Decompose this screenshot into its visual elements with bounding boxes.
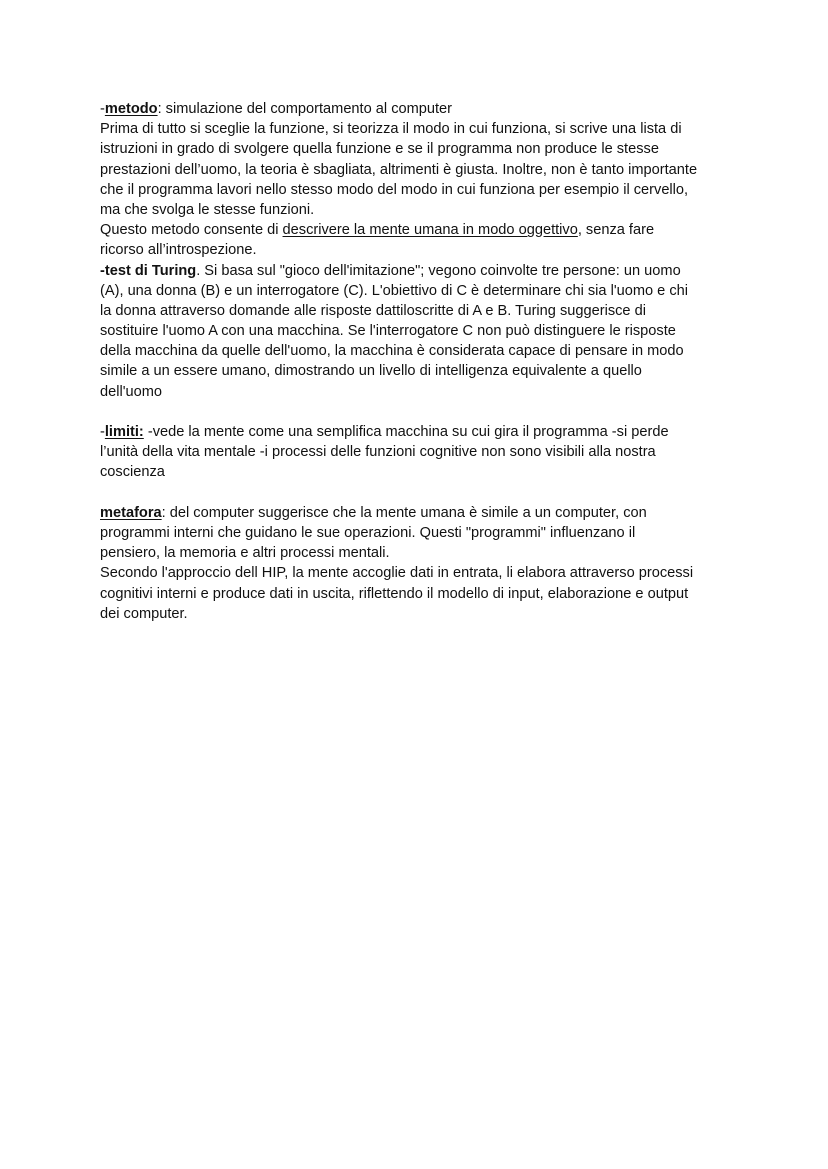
- paragraph-spacer: [100, 483, 740, 503]
- turing-heading: [100, 261, 740, 281]
- turing-line: dell'uomo: [100, 383, 163, 400]
- metodo-heading-text: : simulazione del comportamento al computer: [157, 101, 453, 117]
- limiti-first-text: -vede la mente come una semplifica macchina su cui gira il programma -si perde: [143, 424, 669, 440]
- metodo-line: istruzioni in grado di svolgere quella funzione e se il programma non produce le stesse: [100, 141, 659, 158]
- metafora-line: Secondo l'approccio dell HIP, la mente accoglie dati in entrata, li elabora attraverso processi: [100, 565, 694, 582]
- metodo-line: prestazioni dell’uomo, la teoria è sbagliata, altrimenti è giusta. Inoltre, non è tanto importante: [100, 161, 698, 178]
- metafora-term: metafora: [100, 504, 162, 521]
- metodo-term: metodo: [104, 101, 158, 117]
- limiti-term: limiti:: [104, 424, 144, 440]
- turing-line: della macchina da quelle dell'uomo, la macchina è considerata capace di pensare in modo: [100, 343, 684, 360]
- turing-line: (A), una donna (B) e un interrogatore (C). L'obiettivo di C è determinare chi sia l'uomo e chi: [100, 282, 688, 299]
- objective-prefix: Questo metodo consente di: [100, 222, 283, 239]
- metafora-heading: [100, 503, 740, 523]
- metodo-objective-line: [100, 220, 740, 240]
- turing-line: sostituire l'uomo A con una macchina. Se l'interrogatore C non può distinguere le risposte: [100, 323, 676, 340]
- turing-line: simile a un essere umano, dimostrando un livello di intelligenza equivalente a quello: [100, 363, 642, 380]
- limiti-line: l’unità della vita mentale -i processi delle funzioni cognitive non sono visibili alla nostra: [100, 444, 656, 461]
- metafora-line: cognitivi interni e produce dati in uscita, riflettendo il modello di input, elaborazione e output: [100, 585, 689, 602]
- metafora-line: programmi interni che guidano le sue operazioni. Questi "programmi" influenzano il: [100, 524, 636, 541]
- limiti-line: coscienza: [100, 464, 165, 481]
- turing-term: -test di Turing: [100, 262, 197, 279]
- metodo-line: ma che svolga le stesse funzioni.: [100, 201, 315, 218]
- metafora-line: pensiero, la memoria e altri processi mentali.: [100, 545, 390, 562]
- limiti-heading: [100, 422, 740, 442]
- metodo-line: che il programma lavori nello stesso modo del modo in cui funziona per esempio il cervello,: [100, 181, 689, 198]
- turing-line: la donna attraverso domande alle risposte dattiloscritte di A e B. Turing suggerisce di: [100, 302, 646, 319]
- metafora-first-text: : del computer suggerisce che la mente umana è simile a un computer, con: [161, 504, 647, 521]
- objective-underlined-phrase: descrivere la mente umana in modo oggettivo: [282, 222, 578, 239]
- metodo-objective-line-2: ricorso all’introspezione.: [100, 242, 257, 259]
- metafora-line: dei computer.: [100, 605, 188, 622]
- turing-first-text: . Si basa sul "gioco dell'imitazione"; vegono coinvolte tre persone: un uomo: [196, 262, 681, 279]
- limiti-dash: -: [100, 424, 105, 440]
- metodo-line: Prima di tutto si sceglie la funzione, si teorizza il modo in cui funziona, si scrive una lista di: [100, 121, 682, 138]
- paragraph-spacer: [100, 402, 740, 422]
- metodo-heading: [100, 99, 740, 119]
- metodo-dash: -: [100, 101, 105, 117]
- document-body: [100, 99, 740, 624]
- objective-suffix: , senza fare: [577, 222, 655, 239]
